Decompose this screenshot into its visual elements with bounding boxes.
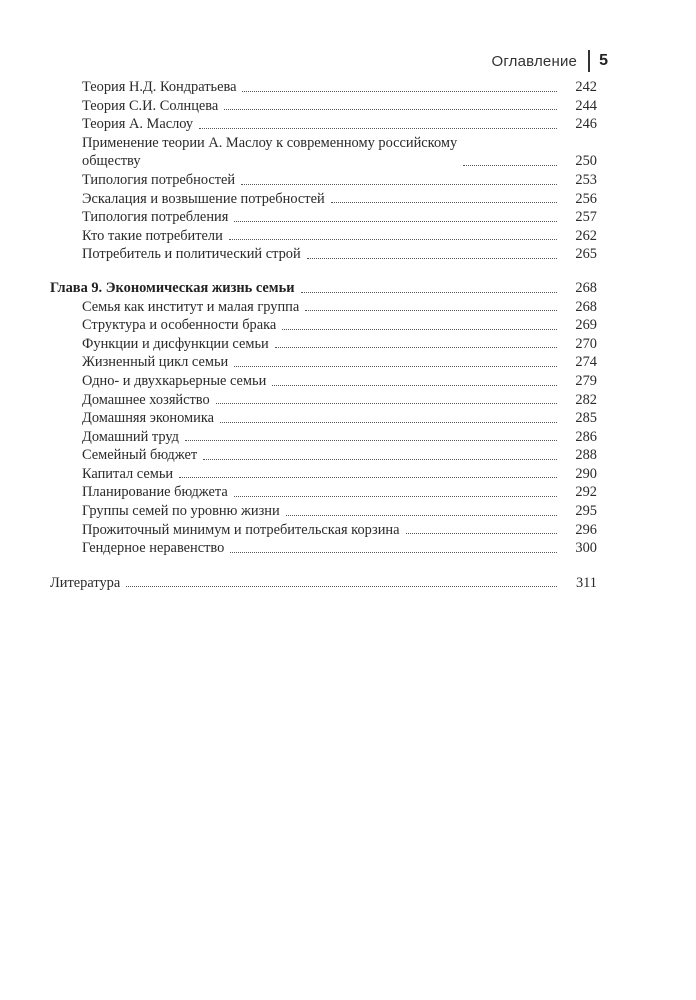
toc-entry-page: 290 bbox=[575, 465, 597, 482]
toc-entry-page: 257 bbox=[575, 209, 597, 226]
dot-leader bbox=[179, 477, 557, 478]
dot-leader bbox=[234, 221, 557, 222]
page-number: 5 bbox=[599, 52, 608, 69]
toc-entry-page: 265 bbox=[575, 246, 597, 263]
toc-entry-title: Домашнее хозяйство bbox=[82, 391, 210, 408]
toc-entry bbox=[50, 465, 597, 484]
toc-entry-title: Планирование бюджета bbox=[82, 484, 228, 501]
toc-entry-page: 292 bbox=[575, 484, 597, 501]
toc-entry bbox=[50, 428, 597, 447]
toc-entry-title: Домашняя экономика bbox=[82, 410, 214, 427]
toc-entry bbox=[50, 171, 597, 190]
toc-entry-page: 285 bbox=[575, 410, 597, 427]
toc-entry bbox=[50, 539, 597, 558]
toc-entry-title: Теория Н.Д. Кондратьева bbox=[82, 79, 237, 95]
dot-leader bbox=[307, 258, 557, 259]
dot-leader bbox=[406, 533, 558, 534]
toc-entry-title: Структура и особенности брака bbox=[82, 317, 277, 334]
toc-entry-page: 295 bbox=[575, 503, 597, 520]
toc-entry-title: Одно- и двухкарьерные семьи bbox=[82, 372, 267, 389]
dot-leader bbox=[230, 552, 557, 553]
toc-entry-title: Теория С.И. Солнцева bbox=[82, 97, 219, 114]
toc-entry-title-line2: обществу bbox=[82, 153, 141, 170]
toc-entry bbox=[50, 391, 597, 410]
toc-entry-multiline bbox=[50, 134, 597, 171]
toc-entry-page: 253 bbox=[575, 171, 597, 188]
toc-entry bbox=[50, 335, 597, 354]
toc-entry-page: 288 bbox=[575, 447, 597, 464]
toc-entry bbox=[50, 78, 597, 97]
toc-entry-title: Гендерное неравенство bbox=[82, 540, 225, 557]
toc-entry bbox=[50, 353, 597, 372]
toc-entry bbox=[50, 208, 597, 227]
chapter-page: 268 bbox=[575, 279, 597, 296]
dot-leader bbox=[463, 165, 557, 166]
toc-entry bbox=[50, 97, 597, 116]
dot-leader bbox=[185, 440, 557, 441]
toc-entry-page: 269 bbox=[575, 317, 597, 334]
toc-entry-title: Жизненный цикл семьи bbox=[82, 354, 229, 371]
toc-entry-title: Кто такие потребители bbox=[82, 227, 223, 244]
toc-entry-page: 242 bbox=[575, 79, 597, 95]
toc-entry-title: Типология потребления bbox=[82, 209, 229, 226]
toc-entry bbox=[50, 298, 597, 317]
dot-leader bbox=[286, 515, 557, 516]
dot-leader bbox=[126, 586, 557, 587]
toc-entry bbox=[50, 446, 597, 465]
toc-entry-page: 282 bbox=[575, 391, 597, 408]
dot-leader bbox=[234, 496, 557, 497]
toc-entry-title: Эскалация и возвышение потребностей bbox=[82, 190, 325, 207]
dot-leader bbox=[199, 128, 557, 129]
dot-leader bbox=[224, 109, 557, 110]
toc-entry-page: 244 bbox=[575, 97, 597, 114]
dot-leader bbox=[242, 91, 557, 92]
toc-entry bbox=[50, 521, 597, 540]
toc-entry-page: 279 bbox=[575, 372, 597, 389]
toc-entry-title: Прожиточный минимум и потребительская корзина bbox=[82, 521, 400, 538]
toc-entry-title: Функции и дисфункции семьи bbox=[82, 335, 269, 352]
dot-leader bbox=[241, 184, 557, 185]
running-head bbox=[491, 50, 608, 72]
dot-leader bbox=[203, 459, 557, 460]
literature-page: 311 bbox=[575, 574, 597, 591]
toc-entry bbox=[50, 409, 597, 428]
toc-entry-page: 268 bbox=[575, 298, 597, 315]
toc-entry-page: 246 bbox=[575, 116, 597, 133]
toc-entry-page: 256 bbox=[575, 190, 597, 207]
toc-entry-page: 286 bbox=[575, 428, 597, 445]
dot-leader bbox=[234, 366, 557, 367]
running-head-title: Оглавление bbox=[491, 52, 578, 70]
toc-entry-page: 262 bbox=[575, 227, 597, 244]
chapter-title: Глава 9. Экономическая жизнь семьи bbox=[50, 279, 295, 296]
toc-entry-page: 300 bbox=[575, 540, 597, 557]
dot-leader bbox=[216, 403, 557, 404]
dot-leader bbox=[305, 310, 557, 311]
dot-leader bbox=[282, 329, 557, 330]
toc-entry-page: 274 bbox=[575, 354, 597, 371]
toc-entry-page: 296 bbox=[575, 521, 597, 538]
toc-entry-title bbox=[82, 134, 457, 171]
toc-entry bbox=[50, 190, 597, 209]
toc-entry-title: Типология потребностей bbox=[82, 171, 236, 188]
toc-entry-title: Капитал семьи bbox=[82, 465, 174, 482]
toc-entry-page: 250 bbox=[575, 153, 597, 170]
dot-leader bbox=[272, 385, 557, 386]
toc-entry-page: 270 bbox=[575, 335, 597, 352]
literature-title: Литература bbox=[50, 574, 121, 591]
dot-leader bbox=[229, 239, 557, 240]
toc-entry bbox=[50, 502, 597, 521]
dot-leader bbox=[220, 422, 557, 423]
toc-entry bbox=[50, 115, 597, 134]
toc-entry-title: Домашний труд bbox=[82, 428, 179, 445]
toc-entry bbox=[50, 316, 597, 335]
chapter-9-block bbox=[50, 279, 597, 558]
toc-entry-title-line1: Применение теории А. Маслоу к современному российскому bbox=[82, 134, 458, 151]
toc-entry-title: Теория А. Маслоу bbox=[82, 116, 194, 133]
toc-entry bbox=[50, 483, 597, 502]
dot-leader bbox=[331, 202, 557, 203]
toc-entry bbox=[50, 245, 597, 264]
toc-entry-title: Семейный бюджет bbox=[82, 447, 198, 464]
dot-leader bbox=[275, 347, 557, 348]
table-of-contents bbox=[50, 78, 597, 592]
toc-entry bbox=[50, 372, 597, 391]
toc-entry-title: Потребитель и политический строй bbox=[82, 246, 301, 263]
dot-leader bbox=[301, 292, 558, 293]
toc-entry-title: Группы семей по уровню жизни bbox=[82, 503, 280, 520]
toc-literature bbox=[50, 574, 597, 593]
running-head-divider bbox=[588, 50, 590, 72]
toc-entry-title: Семья как институт и малая группа bbox=[82, 298, 300, 315]
toc-entry bbox=[50, 227, 597, 246]
toc-chapter-heading bbox=[50, 279, 597, 298]
